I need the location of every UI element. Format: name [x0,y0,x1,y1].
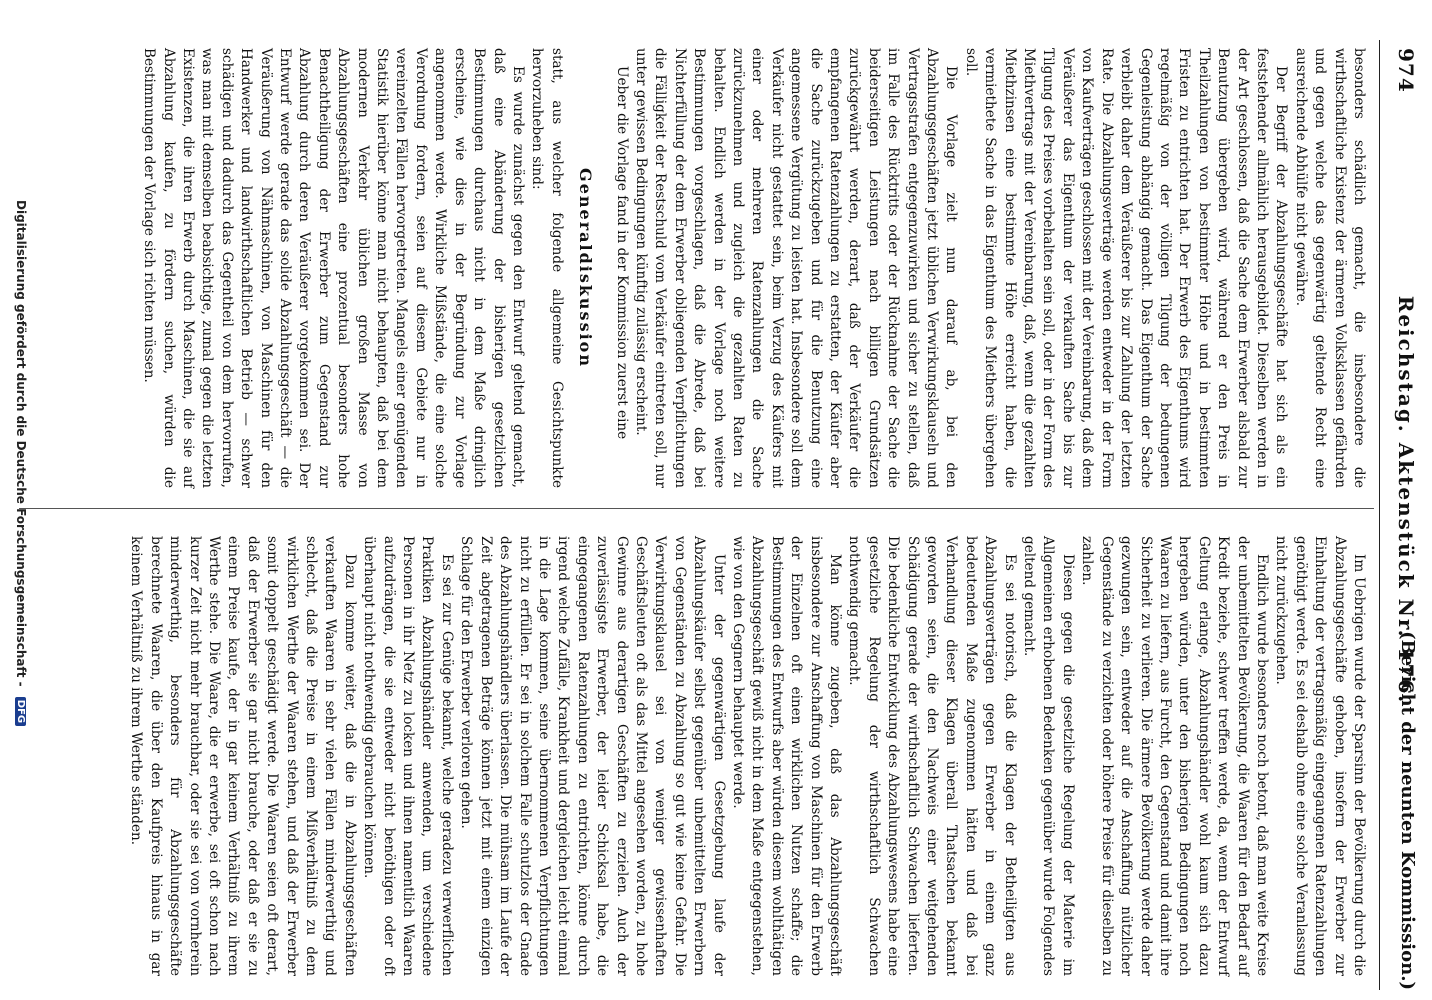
digitization-credit [14,0,28,1000]
paragraph: Es sei zur Genüge bekannt, welche geradezu verwerflichen Praktiken Abzahlungshändler anwenden, um verschiedene Personen in ihr Netz zu locken und ihnen namentlich Waaren aufzudrängen, die sie entweder nicht benöthigen oder oft überhaupt nicht nothwendig gebrauchen können. [361,536,455,976]
paragraph: Es sei notorisch, daß die Klagen der Betheiligten aus Abzahlungsverträgen gegen Erwerber in einem ganz bedeutenden Maße zugenommen hätten und daß bei Verhandlung dieser Klagen überall Thatsachen bekannt geworden seien, die den Nachweis einer weitgehenden Schädigung gerade der wirthschaftlich Schwachen lieferten. Die bedenkliche Entwicklung des Abzahlungswesens habe eine gesetzliche Regelung der wirthschaftlich Schwachen nothwendig gemacht. [846,536,1018,976]
paragraph: Im Uebrigen wurde der Sparsinn der Bevölkerung durch die Abzahlungsgeschäfte gehoben, insofern der Erwerber zur Einhaltung der vertragsmäßig eingegangenen Ratenzahlungen genöthigt werde. Es sei deshalb ohne eine solche Veranlassung nicht zurückzugehen. [1273,536,1367,976]
paragraph: Unter der gegenwärtigen Gesetzgebung laufe der Abzahlungskäufer selbst gegenüber unbemittelten Erwerbern von Gegenständen zu Abzahlung so gut wie keine Gefahr. Die Verwirkungsklausel sei von weniger gewissenhaften Geschäftsleuten oft als das Mittel angesehen worden, zu hohe Gewinne aus derartigen Geschäften zu erzielen. Auch der zuverlässigste Erwerber, der leider Schicksal habe, die eingegangenen Ratenzahlungen zu entrichten, könne durch irgend welche Zufälle, Krankheit und dergleichen leicht einmal in die Lage kommen, seine übernommenen Verpflichtungen nicht zu erfüllen. Er sei in solchem Falle schutzlos der Gnade des Abzahlungshändlers überlassen. Die mühsam im Laufe der Zeit abgetragenen Beträge können jetzt mit einem einzigen Schlage für den Erwerber verloren gehen. [458,536,727,976]
paragraph: besonders schädlich gemacht, die insbesondere die wirthschaftliche Existenz der ärmeren Volksklassen gefährden und gegen welche das gegenwärtig geltende Recht eine ausreichende Abhülfe nicht gewähre. [1292,48,1367,488]
dfg-logo: DFG [15,697,26,726]
paragraph: statt, aus welcher folgende allgemeine Gesichtspunkte hervorzuheben sind: [529,48,565,488]
section-heading: Generaldiskussion [576,168,596,368]
paragraph: Die Vorlage zielt nun darauf ab, bei den Abzahlungsgeschäften jetzt üblichen Verwirkungsklauseln und Vertragsstrafen entgegenzuwirken und sicher zu stellen, daß im Falle des Rücktritts oder der Rücknahme der Sache die beiderseitigen Leistungen nach billigen Grundsätzen zurückgewährt werden, derart, daß der Verkäufer die empfangenen Ratenzahlungen zu erstatten, der Käufer aber die Sache zurückzugeben und für die Benutzung eine angemessene Vergütung zu leisten hat. Insbesondere soll dem Verkäufer nicht gestattet sein, beim Verzug des Käufers mit einer oder mehreren Ratenzahlungen die Sache zurückzunehmen und zugleich die gezahlten Raten zu behalten. Endlich werden in der Vorlage noch weitere Bestimmungen vorgeschlagen, daß die Abrede, daß bei Nichterfüllung der dem Erwerber obliegenden Verpflichtungen die Fälligkeit der Restschuld vom Verkäufer eintreten soll, nur unter gewissen Bedingungen künftig zulässig erscheint. [632,48,960,488]
page-header [1372,0,1432,1000]
paragraph: Diesen gegen die gesetzliche Regelung der Materie im Allgemeinen erhobenen Bedenken gegenüber wurde Folgendes geltend gemacht. [1021,536,1076,976]
paragraph: Endlich wurde besonders noch betont, daß man weite Kreise der unbemittelten Bevölkerung, die Waaren für den Bedarf auf Kredit beziehe, schwer treffen werde, da, wenn der Entwurf Geltung erlange, Abzahlungshändler wohl kaum sich dazu hergeben würden, unter den bisherigen Bedingungen noch Waaren zu liefern, aus Furcht, den Gegenstand und damit ihre Sicherheit zu verlieren. Die ärmere Bevölkerung werde daher gezwungen sein, entweder auf die Anschaffung nützlicher Gegenstände zu verzichten oder höhere Preise für dieselben zu zahlen. [1079,536,1270,976]
paragraph: Es wurde zunächst gegen den Entwurf geltend gemacht, daß eine Abänderung der bisherigen gesetzlichen Bestimmungen durchaus nicht in dem Maße dringlich erscheine, wie dies in der Begründung zur Vorlage angenommen werde. Wirkliche Mißstände, die eine solche Verordnung fordern, seien auf diesem Gebiete nur in vereinzelten Fällen hervorgetreten. Mangels einer genügenden Statistik hierüber könne man nicht behaupten, daß bei dem modernen Verkehr üblichen großen Masse von Abzahlungsgeschäften eine prozentual besonders hohe Benachtheiligung der Erwerber zum Gegenstand zur Abzahlung durch deren Veräußerer vorgekommen sei. Der Entwurf werde gerade das solide Abzahlungsgeschäft — die Veräußerung von Nähmaschinen, von Maschinen für den Handwerker und landwirthschaftlichen Betrieb — schwer schädigen und dadurch das Gegentheil von dem hervorrufen, was man mit demselben beabsichtige, zumal gegen die letzten Existenzen, die ihren Erwerb durch Maschinen, die sie auf Abzahlung kaufen, zu fördern suchen, würden die Bestimmungen der Vorlage sich richten müssen. [141,48,526,488]
paragraph: Ueber die Vorlage fand in der Kommission zuerst eine [613,66,630,440]
credit-text: Digitalisierung gefördert durch die Deutsche Forschungsgemeinschaft - [14,200,28,687]
header-title: Reichstag. Aktenstück Nr. 176. [1394,295,1418,705]
page-number: 974 [1394,48,1418,93]
paragraph: Dazu komme weiter, daß die in Abzahlungsgeschäften verkauften Waaren in sehr vielen Fällen minderwerthig und schlecht, daß die Preise in einem Mißverhältniß zu dem wirklichen Werthe der Waaren stehen, und daß der Erwerber somit doppelt geschädigt werde. Die Waaren seien oft derart, daß der Erwerber sie gar nicht brauche, oder daß er sie zu einem Preise kaufe, der in gar keinem Verhältniß zu ihrem Werthe stehe. Die Waare, die er erwerbe, sei oft schon nach kurzer Zeit nicht mehr brauchbar, oder sie sei von vornherein minderwerthig, besonders für Abzahlungsgeschäfte berechnete Waaren, die über den Kaufpreis hinaus in gar keinem Verhältniß zu ihrem Werthe ständen. [128,536,358,976]
column-divider [19,508,1374,509]
header-subtitle: (Bericht der neunten Kommission.) [1397,631,1418,990]
left-column [139,48,1368,488]
header-rule [1379,40,1380,990]
paragraph: Der Begriff der Abzahlungsgeschäfte hat sich als ein feststehender allmählich herausgebildet. Dieselben werden in der Art geschlossen, daß die Sache dem Erwerber alsbald zur Benutzung übergeben wird, während er den Preis in Theilzahlungen von bestimmter Höhe und in bestimmten Fristen zu entrichten hat. Der Erwerb des Eigenthums wird regelmäßig von der völligen Tilgung der bedungenen Gegenleistung abhängig gemacht. Das Eigenthum der Sache verbleibt daher dem Veräußerer bis zur Zahlung der letzten Rate. Die Abzahlungsverträge werden entweder in der Form von Kaufverträgen geschlossen mit der Vereinbarung, daß dem Veräußerer das Eigenthum der verkauften Sache bis zur Tilgung des Preises vorbehalten sein soll, oder in der Form des Miethvertrags mit der Vereinbarung, daß, wenn die gezahlten Miethzinsen eine bestimmte Höhe erreicht haben, die vermiethete Sache in das Eigenthum des Miethers übergehen soll. [962,48,1290,488]
paragraph: Man könne zugeben, daß das Abzahlungsgeschäft insbesondere zur Anschaffung von Maschinen für den Erwerb der Einzelnen oft einen wirklichen Nutzen schaffe; die Bestimmungen des Entwurfs aber würden diesem wohlthätigen Abzahlungsgeschäft gewiß nicht in dem Maße entgegenstehen, wie von den Gegnern behauptet werde. [730,536,844,976]
right-column [126,536,1368,976]
